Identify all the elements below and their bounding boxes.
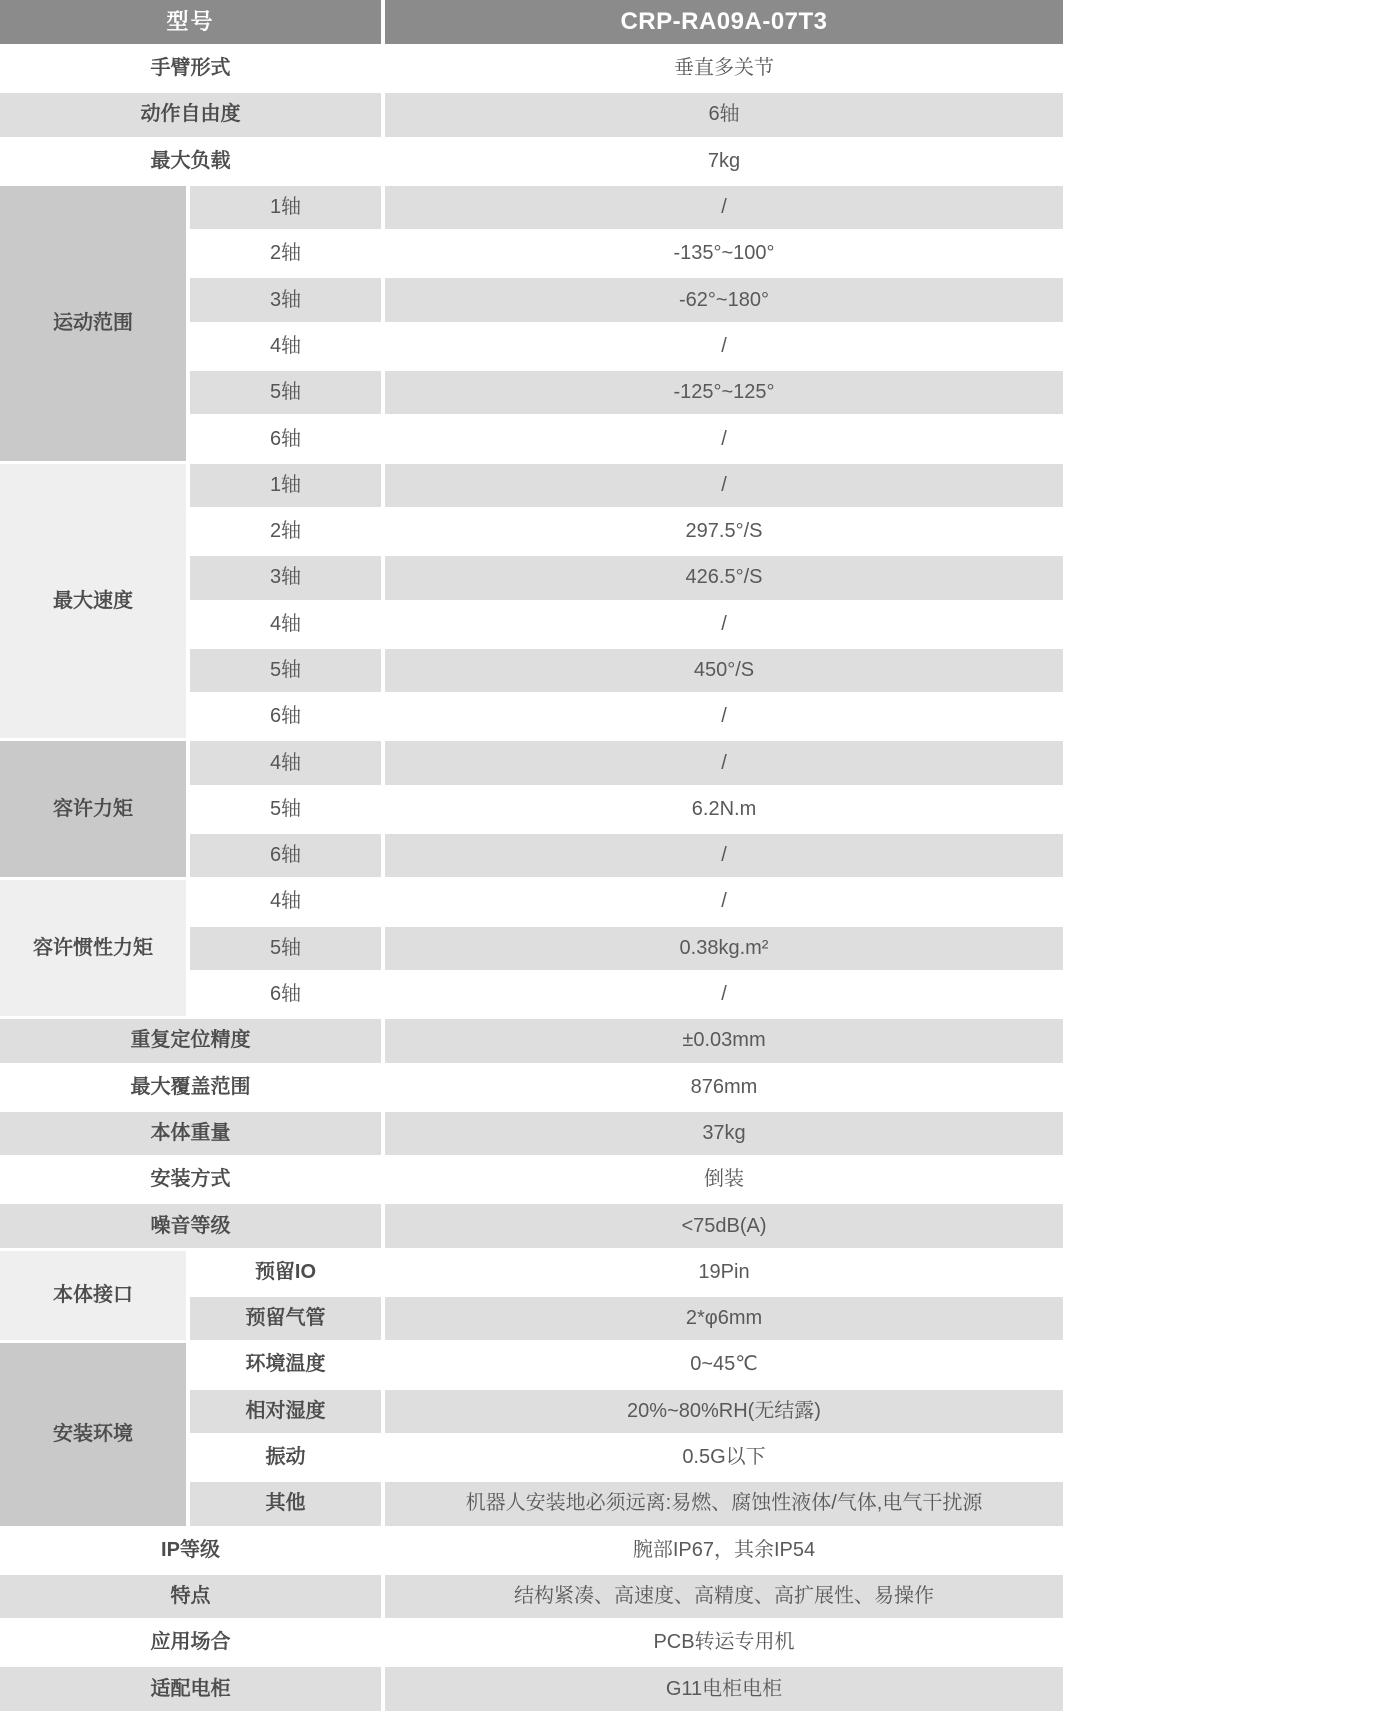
axis-value: 426.5°/S	[385, 556, 1063, 599]
spec-label: 重复定位精度	[0, 1019, 381, 1062]
model-header-value: CRP-RA09A-07T3	[385, 0, 1063, 44]
axis-label: 1轴	[190, 464, 381, 507]
sub-label: 其他	[190, 1482, 381, 1525]
spec-value: 腕部IP67，其余IP54	[632, 1538, 816, 1561]
sub-value: 机器人安装地必须远离:易燃、腐蚀性液体/气体,电气干扰源	[385, 1482, 1063, 1525]
group-label-body-interface: 本体接口	[0, 1251, 186, 1341]
axis-value: /	[721, 334, 727, 357]
spec-value: 37kg	[385, 1112, 1063, 1155]
axis-label: 1轴	[190, 186, 381, 229]
spec-value: ±0.03mm	[385, 1019, 1063, 1062]
sub-label: 相对湿度	[190, 1390, 381, 1433]
sub-label: 预留气管	[190, 1297, 381, 1340]
axis-value: /	[385, 464, 1063, 507]
axis-value: /	[385, 186, 1063, 229]
spec-value: 7kg	[707, 149, 741, 172]
axis-label: 3轴	[190, 278, 381, 321]
group-label-motion-range: 运动范围	[0, 186, 186, 461]
sub-value: 2*φ6mm	[385, 1297, 1063, 1340]
axis-label: 2轴	[269, 520, 302, 543]
sub-value: 19Pin	[698, 1260, 750, 1283]
axis-value: /	[721, 890, 727, 913]
model-header-label: 型号	[0, 0, 381, 44]
group-label-allow-torque: 容许力矩	[0, 741, 186, 877]
axis-label: 2轴	[269, 242, 302, 265]
spec-label: 应用场合	[150, 1631, 231, 1654]
sub-label: 预留IO	[254, 1260, 317, 1283]
axis-label: 6轴	[190, 834, 381, 877]
axis-label: 4轴	[269, 890, 302, 913]
spec-label: 本体重量	[0, 1112, 381, 1155]
spec-value: G11电柜电柜	[385, 1667, 1063, 1710]
group-label-max-speed: 最大速度	[0, 464, 186, 739]
axis-label: 5轴	[190, 649, 381, 692]
spec-label: 手臂形式	[150, 57, 231, 80]
spec-label: 最大负载	[150, 149, 231, 172]
axis-label: 4轴	[269, 612, 302, 635]
sub-value: 0~45℃	[690, 1353, 758, 1376]
axis-label: 4轴	[269, 334, 302, 357]
spec-value: 876mm	[690, 1075, 758, 1098]
spec-label: 适配电柜	[0, 1667, 381, 1710]
axis-value: /	[721, 705, 727, 728]
spec-label: 安装方式	[150, 1168, 231, 1191]
axis-value: /	[721, 427, 727, 450]
axis-value: -62°~180°	[385, 278, 1063, 321]
spec-label: 噪音等级	[0, 1204, 381, 1247]
axis-value: /	[721, 612, 727, 635]
axis-value: -135°~100°	[673, 242, 775, 265]
axis-value: 450°/S	[385, 649, 1063, 692]
axis-label: 5轴	[190, 927, 381, 970]
sub-label: 振动	[265, 1446, 306, 1469]
axis-value: 297.5°/S	[685, 520, 763, 543]
axis-value: /	[385, 741, 1063, 784]
spec-value: <75dB(A)	[385, 1204, 1063, 1247]
spec-value: 结构紧凑、高速度、高精度、高扩展性、易操作	[385, 1575, 1063, 1618]
spec-value: 倒装	[704, 1168, 744, 1191]
spec-value: 垂直多关节	[674, 57, 774, 80]
axis-value: /	[721, 983, 727, 1006]
axis-label: 6轴	[269, 427, 302, 450]
sub-label: 环境温度	[245, 1353, 326, 1376]
axis-label: 4轴	[190, 741, 381, 784]
sub-value: 0.5G以下	[682, 1446, 766, 1469]
axis-value: -125°~125°	[385, 371, 1063, 414]
spec-value: 6轴	[385, 93, 1063, 136]
axis-value: 6.2N.m	[691, 797, 757, 820]
axis-label: 3轴	[190, 556, 381, 599]
sub-value: 20%~80%RH(无结露)	[385, 1390, 1063, 1433]
axis-label: 6轴	[269, 983, 302, 1006]
axis-label: 5轴	[190, 371, 381, 414]
group-label-install-env: 安装环境	[0, 1343, 186, 1525]
spec-label: 最大覆盖范围	[130, 1075, 251, 1098]
spec-label: IP等级	[161, 1538, 220, 1561]
axis-label: 5轴	[269, 797, 302, 820]
spec-value: PCB转运专用机	[653, 1631, 795, 1654]
axis-value: 0.38kg.m²	[385, 927, 1063, 970]
group-label-allow-inertia: 容许惯性力矩	[0, 880, 186, 1016]
spec-label: 特点	[0, 1575, 381, 1618]
axis-label: 6轴	[269, 705, 302, 728]
axis-value: /	[385, 834, 1063, 877]
spec-label: 动作自由度	[0, 93, 381, 136]
